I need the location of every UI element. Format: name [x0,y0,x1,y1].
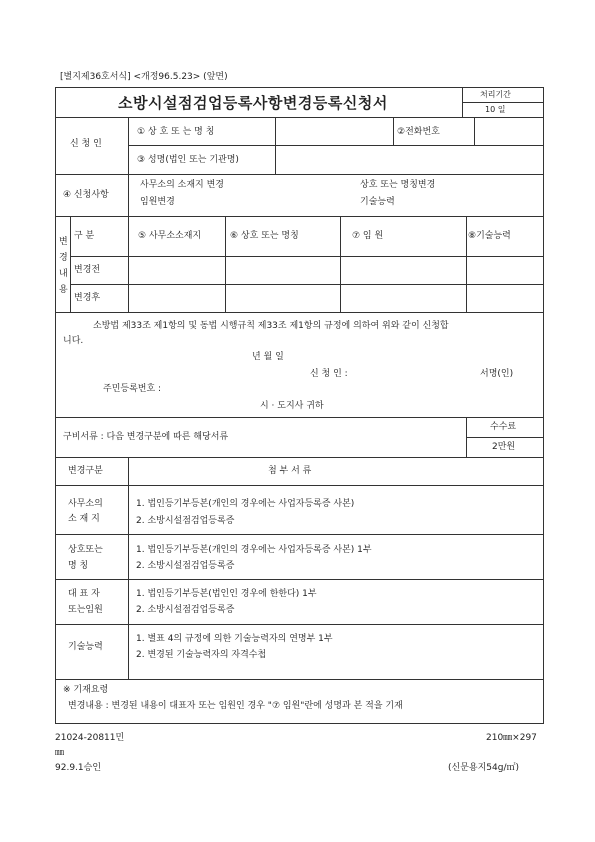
processing-label: 처리기간 [480,90,511,99]
form-label: [별지제36호서식] <개정96.5.23> (앞면) [60,72,228,82]
divider [225,216,226,312]
changes-side-char: 변 [59,237,68,247]
notes-text: 변경내용 : 변경된 내용이 대표자 또는 임원인 경우 "⑦ 임원"란에 성명과 본 적을 기재 [68,701,403,711]
date-line: 년 월 일 [252,352,284,362]
fee-label: 수수료 [490,422,517,432]
matter-item: 상호 또는 명칭변경 [360,180,436,190]
attach-doc: 1. 법인등기부등본(개인의 경우에는 사업자등록증 사본) 1부 [136,545,372,555]
attach-doc: 1. 법인등기부등본(개인의 경우에는 사업자등록증 사본) [136,499,355,509]
changes-side-char: 용 [59,285,68,295]
divider [128,457,129,679]
divider [55,624,544,625]
footer-paper-size: 210㎜×297 [486,733,537,743]
attach-doc: 1. 별표 4의 규정에 의한 기술능력자의 연명부 1부 [136,634,333,644]
divider [275,117,276,174]
divider [55,534,544,535]
divider [70,284,544,285]
attach-col-type: 변경구분 [68,466,103,476]
attach-col-docs: 첨 부 서 류 [268,466,312,476]
divider [474,117,475,145]
attach-doc: 2. 소방시설점검업등록증 [136,561,235,571]
footer-paper-type: (신문용지54g/㎡) [448,763,519,773]
divider [466,437,544,438]
signature-label: 서명(인) [480,369,514,379]
name-label: ③ 성명(법인 또는 기관명) [137,155,239,165]
fee-value: 2만원 [492,442,516,452]
footer-unit: ㎜ [55,748,65,758]
divider [55,679,544,680]
recipient: 시 · 도지사 귀하 [260,401,324,411]
divider [55,485,544,486]
attach-type: 기술능력 [68,642,103,652]
col-category: 구 분 [74,231,95,241]
row-after-label: 변경후 [74,293,101,303]
changes-side-char: 경 [59,253,68,263]
divider [462,102,544,103]
divider [128,174,129,216]
col-office-location: ⑤ 사무소소재지 [138,231,202,241]
matters-label: ④ 신청사항 [63,190,109,200]
changes-side-char: 내 [59,269,68,279]
attach-type: 상호또는 [68,545,103,555]
applicant-sign-label: 신 청 인 : [310,369,348,379]
attach-type: 사무소의 [68,499,103,509]
divider [70,216,71,312]
attach-type: 명 칭 [68,561,89,571]
matter-item: 사무소의 소재지 변경 [140,180,224,190]
attach-type: 대 표 자 [68,589,100,599]
divider [70,256,544,257]
declaration-text-cont: 니다. [63,336,84,346]
divider [55,579,544,580]
attach-doc: 1. 법인등기부등본(법인인 경우에 한한다) 1부 [136,589,317,599]
col-tech-capacity: ⑧기술능력 [468,231,511,241]
declaration-text: 소방법 제33조 제1항의 및 동법 시행규칙 제33조 제1항의 규정에 의하여 위와 같이 신청합 [93,321,449,331]
col-officers: ⑦ 임 원 [352,231,384,241]
matter-item: 임원변경 [140,197,175,207]
divider [393,117,394,145]
page-title: 소방시설점검업등록사항변경등록신청서 [118,94,388,112]
notes-heading: ※ 기재요령 [63,685,109,695]
divider [340,216,341,312]
divider [128,145,544,146]
applicant-section-label: 신 청 인 [70,139,102,149]
attach-type: 또는임원 [68,605,103,615]
resident-id-label: 주민등록번호 : [103,384,162,394]
attach-doc: 2. 소방시설점검업등록증 [136,516,235,526]
attach-doc: 2. 변경된 기술능력자의 자격수첩 [136,650,267,660]
divider [128,216,129,312]
matter-item: 기술능력 [360,197,395,207]
attach-type: 소 재 지 [68,514,100,524]
divider [55,312,544,313]
attach-doc: 2. 소방시설점검업등록증 [136,605,235,615]
divider [55,417,544,418]
required-docs-label: 구비서류 : 다음 변경구분에 따른 해당서류 [63,432,229,442]
divider [466,216,467,312]
footer-approval: 92.9.1승인 [55,763,102,773]
processing-value: 10 일 [485,105,506,114]
col-trade-name: ⑥ 상호 또는 명칭 [230,231,299,241]
trade-name-label: ① 상 호 또 는 명 칭 [137,127,215,137]
footer-form-number: 21024-20811민 [55,733,125,743]
row-before-label: 변경전 [74,265,101,275]
phone-label: ②전화번호 [397,127,440,137]
